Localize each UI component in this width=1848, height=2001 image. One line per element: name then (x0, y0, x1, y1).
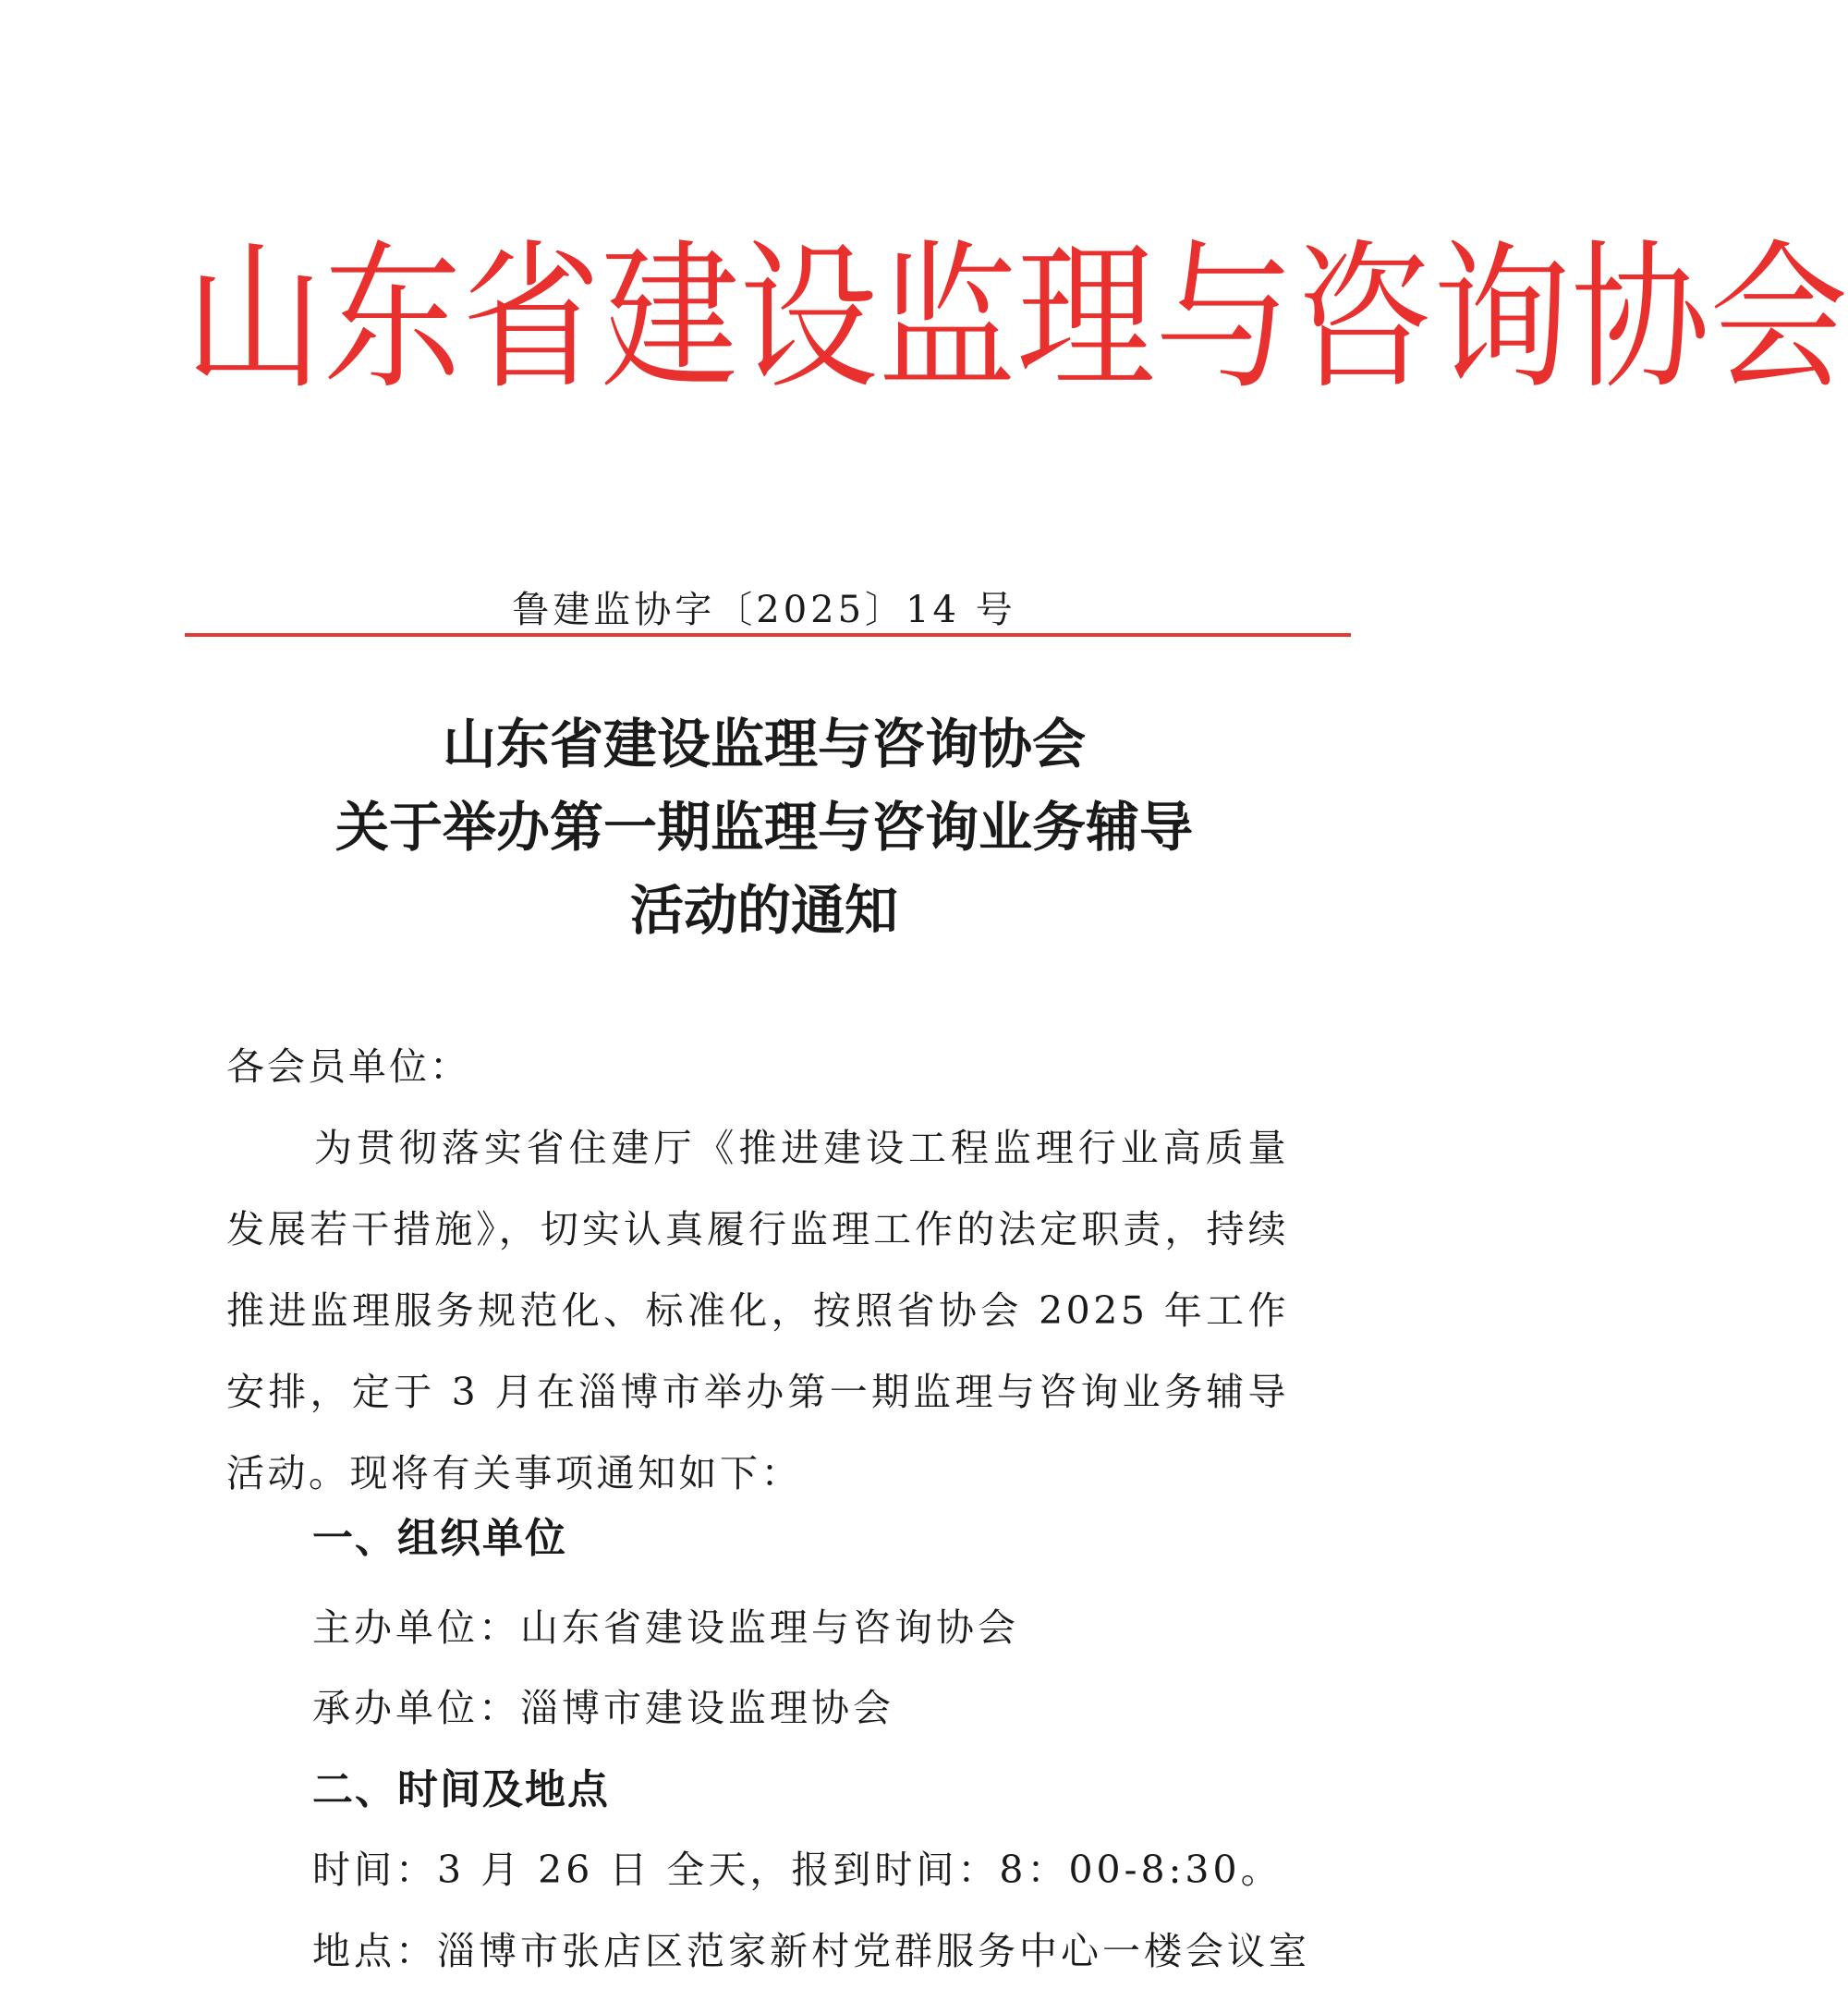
red-divider-rule (185, 633, 1351, 637)
salutation: 各会员单位： (226, 1044, 470, 1089)
section-heading-organizers: 一、组织单位 (312, 1515, 567, 1562)
letterhead-char: 监 (878, 226, 1017, 412)
document-title (0, 702, 1528, 952)
location-line: 地点：淄博市张店区范家新村党群服务中心一楼会议室 (312, 1929, 1310, 1973)
letterhead-char: 理 (1016, 226, 1156, 412)
letterhead-char: 协 (1571, 226, 1710, 412)
document-number: 鲁建监协字〔2025〕14 号 (512, 589, 1016, 631)
letterhead-char: 省 (462, 226, 602, 412)
letterhead-char: 询 (1432, 226, 1572, 412)
time-line: 时间：3 月 26 日 全天，报到时间：8：00-8:30。 (312, 1848, 1283, 1892)
organizer-host-line: 主办单位：山东省建设监理与咨询协会 (312, 1605, 1019, 1650)
letterhead-char: 建 (601, 226, 740, 412)
title-line-3: 活动的通知 (629, 879, 898, 942)
letterhead-char: 山 (185, 226, 324, 412)
organizer-undertaker-line: 承办单位：淄博市建设监理协会 (312, 1686, 894, 1730)
section-heading-time-place: 二、时间及地点 (312, 1766, 610, 1813)
intro-paragraph: 为贯彻落实省住建厅《推进建设工程监理行业高质量发展若干措施》，切实认真履行监理工作的法定职责，持续推进监理服务规范化、标准化，按照省协会 2025 年工作安排，定于 3 月在淄博市举办第一期监理与咨询业务辅导活动。现将有关事项通知如下： (226, 1126, 1289, 1495)
title-line-2: 关于举办第一期监理与咨询业务辅导 (334, 796, 1193, 859)
letterhead-org-name (185, 226, 1848, 412)
title-line-1: 山东省建设监理与咨询协会 (442, 713, 1086, 775)
letterhead-char: 设 (739, 226, 879, 412)
letterhead-char: 与 (1155, 226, 1295, 412)
letterhead-char: 会 (1709, 226, 1848, 412)
letterhead-char: 咨 (1294, 226, 1433, 412)
letterhead-char: 东 (323, 226, 463, 412)
